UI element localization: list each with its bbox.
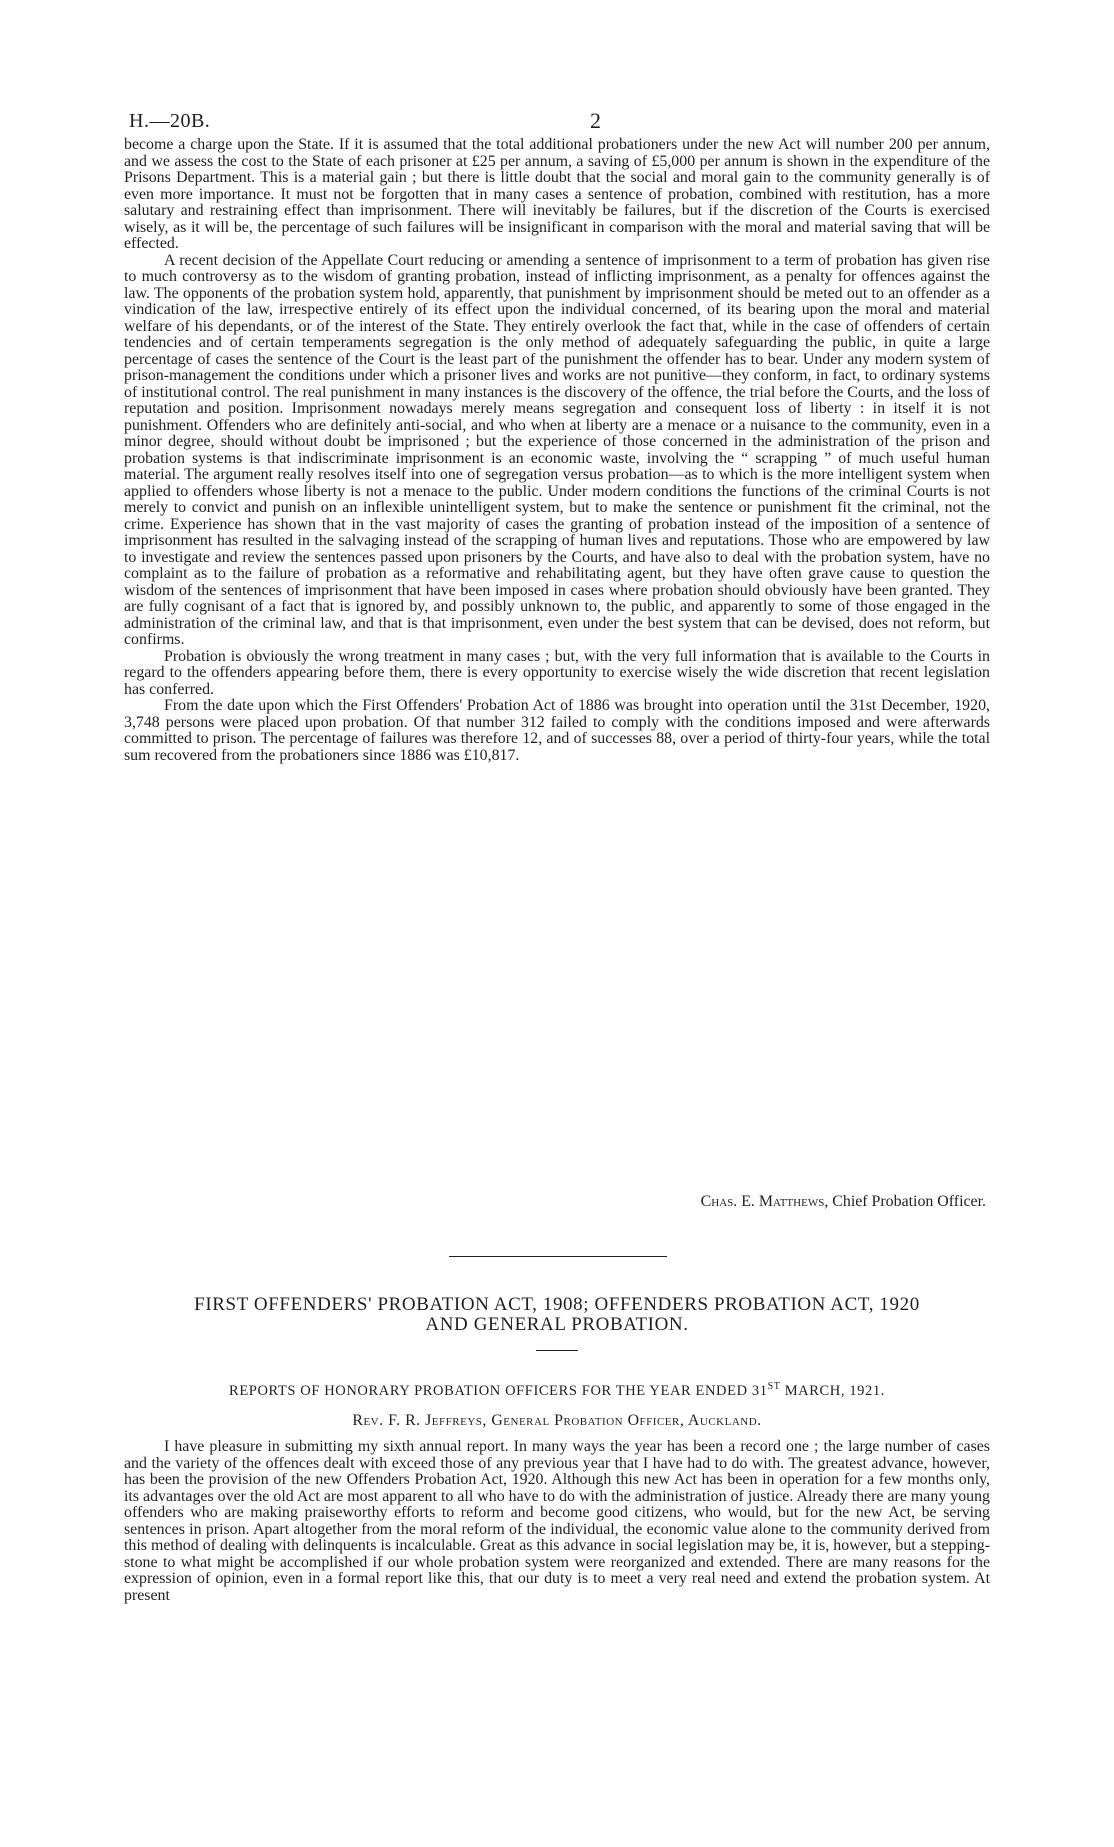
reports-title xyxy=(124,1381,990,1400)
report-paragraph: I have pleasure in submitting my sixth annual report. In many ways the year has been a record one ; the large number of cases and the variety of the offences dealt with exceed those of any previous year that I have had to do with. The greatest advance, however, has been the provision of the new Offenders Probation Act, 1920. Although this new Act has been in operation for a few months only, its advantages over the old Act are most apparent to all who have to do with the administration of justice. Already there are many young offenders who are making praiseworthy efforts to reform and become good citizens, who would, but for the new Act, be serving sentences in prison. Apart altogether from the moral reform of the individual, the economic value alone to the community derived from this method of dealing with delinquents is incalculable. Great as this advance in social legislation may be, it is, however, but a stepping-stone to what might be accomplished if our whole probation system were reorganized and extended. There are many reasons for the expression of opinion, even in a formal report like this, that our duty is to meet a very real need and extend the probation system. At present xyxy=(124,1438,990,1604)
signature-name: Chas. E. Matthews, xyxy=(700,1193,829,1210)
paragraph-statistics: From the date upon which the First Offenders' Probation Act of 1886 was brought into operation until the 31st December, 1920, 3,748 persons were placed upon probation. Of that number 312 failed to comply with the conditions imposed and were afterwards committed to prison. The percentage of failures was therefore 12, and of successes 88, over a period of thirty-four years, while the total sum recovered from the probationers since 1886 was £10,817. xyxy=(124,697,990,764)
section-divider xyxy=(449,1256,667,1257)
paragraph-appellate-decision: A recent decision of the Appellate Court reducing or amending a sentence of imprisonment to a term of probation has given rise to much controversy as to the wisdom of granting probation, instead of inflicting imprisonment, as a penalty for offences against the law. The opponents of the probation system hold, apparently, that punishment by imprisonment should be meted out to an offender as a vindication of the law, irrespective entirely of its effect upon the individual concerned, of its bearing upon the moral and material welfare of his dependants, or of the interest of the State. They entirely overlook the fact that, while in the case of offenders of certain tendencies and of certain temperaments segregation is the only method of adequately safeguarding the public, in quite a large percentage of cases the sentence of the Court is the least part of the punishment the offender has to bear. Under any modern system of prison-management the conditions under which a prisoner lives and works are not punitive—they conform, in fact, to ordinary systems of institutional control. The real punishment in many instances is the discovery of the offence, the trial before the Courts, and the loss of reputation and position. Imprisonment nowadays merely means segregation and consequent loss of liberty : in itself it is not punishment. Offenders who are definitely anti-social, and who when at liberty are a menace or a nuisance to the community, even in a minor degree, should without doubt be imprisoned ; but the experience of those concerned in the administration of the prison and probation systems is that indiscriminate imprisonment is an economic waste, involving the “ scrapping ” of much useful human material. The argument really resolves itself into one of segregation versus probation—as to which is the more intelligent system when applied to offenders whose liberty is not a menace to the public. Under modern conditions the functions of the criminal Courts is not merely to convict and punish on an inflexible unintelligent system, but to make the sentence or punishment fit the criminal, not the crime. Experience has shown that in the vast majority of cases the granting of probation instead of the imposition of a sentence of imprisonment has resulted in the salvaging instead of the scrapping of human lives and reputations. Those who are empowered by law to investigate and review the sentences passed upon prisoners by the Courts, and have also to deal with the probation system, have no complaint as to the failure of probation as a reformative and rehabilitating agent, but they have often grave cause to question the wisdom of the sentences of imprisonment that have been imposed in cases where probation should obviously have been granted. They are fully cognisant of a fact that is ignored by, and possibly unknown to, the public, and apparently to some of those engaged in the administration of the criminal law, and that is that imprisonment, even under the best system that can be devised, does not reform, but confirms. xyxy=(124,251,990,648)
act-title xyxy=(124,1295,990,1335)
reports-title-main: REPORTS OF HONORARY PROBATION OFFICERS FOR THE YEAR ENDED 31 xyxy=(229,1382,768,1399)
intro-text xyxy=(124,137,990,764)
page-number: 2 xyxy=(590,108,601,133)
short-divider xyxy=(536,1350,578,1351)
act-title-line-1: FIRST OFFENDERS' PROBATION ACT, 1908; OFFENDERS PROBATION ACT, 1920 xyxy=(194,1294,920,1315)
paragraph-wrong-treatment: Probation is obviously the wrong treatment in many cases ; but, with the very full information that is available to the Courts in regard to the offenders appearing before them, there is every opportunity to exercise wisely the wide discretion that recent legislation has conferred. xyxy=(124,647,990,698)
document-id: H.—20B. xyxy=(129,110,211,132)
signature xyxy=(124,1193,990,1211)
reports-title-sup: ST xyxy=(767,1381,781,1392)
officer-heading: Rev. F. R. Jeffreys, General Probation Officer, Auckland. xyxy=(352,1412,762,1429)
reports-title-end: MARCH, 1921. xyxy=(780,1382,885,1399)
act-title-line-2: AND GENERAL PROBATION. xyxy=(425,1314,689,1335)
paragraph-continuation: become a charge upon the State. If it is assumed that the total additional probationers under the new Act will number 200 per annum, and we assess the cost to the State of each prisoner at £25 per annum, a saving of £5,000 per annum is shown in the expenditure of the Prisons Department. This is a material gain ; but there is little doubt that the social and moral gain to the community generally is of even more importance. It must not be forgotten that in many cases a sentence of probation, combined with restitution, has a more salutary and restraining effect than imprisonment. There will inevitably be failures, but if the discretion of the Courts is exercised wisely, as it will be, the percentage of such failures will be insignificant in comparison with the moral and material saving that will be effected. xyxy=(124,136,990,252)
report-text xyxy=(124,1439,990,1604)
signature-title: Chief Probation Officer. xyxy=(828,1193,986,1210)
